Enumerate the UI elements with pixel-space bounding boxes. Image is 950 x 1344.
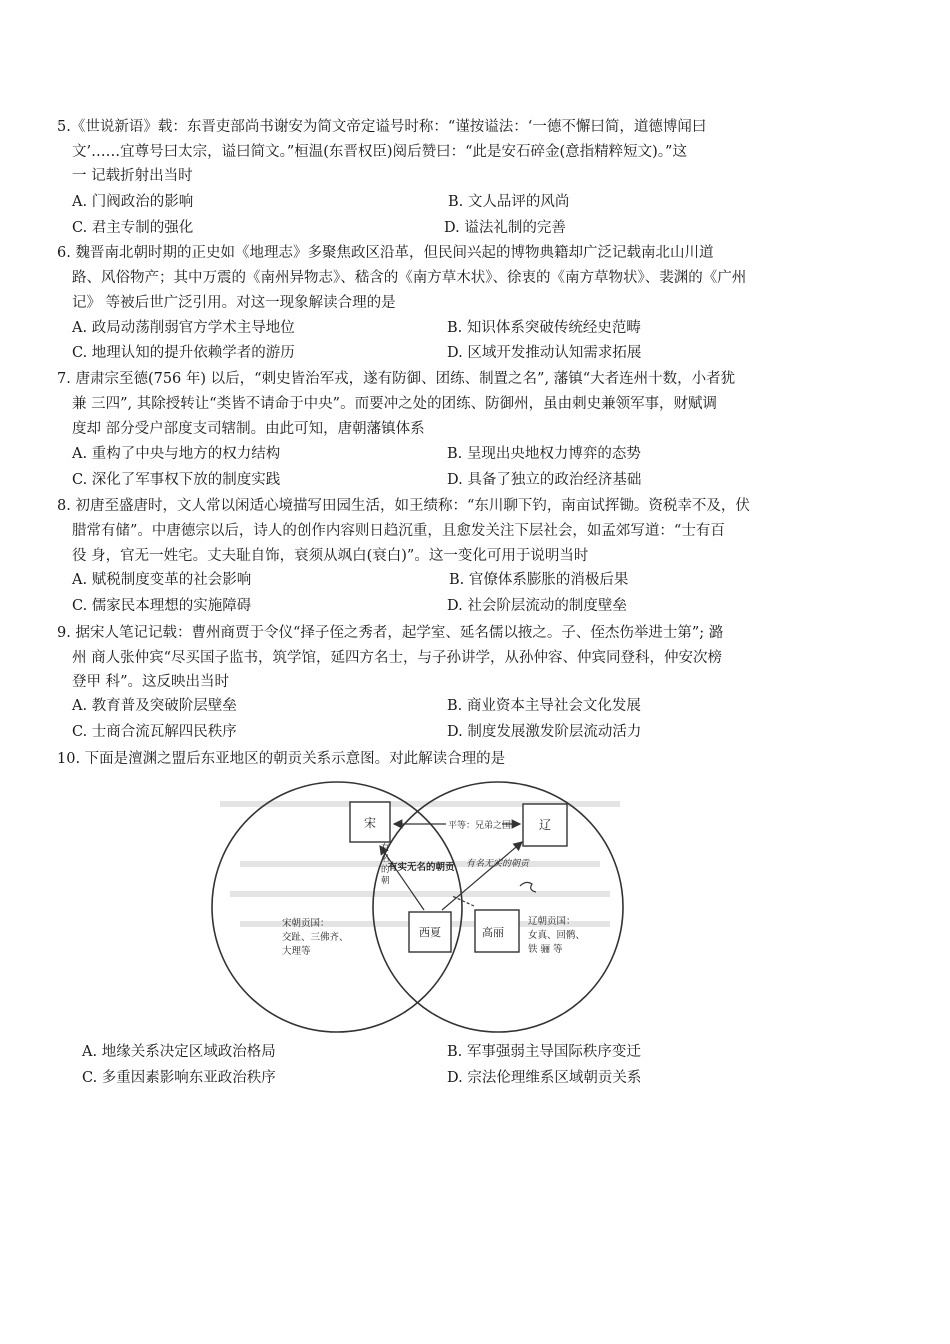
q9-stem-line-1: 9. 据宋人笔记记载：曹州商贾于令仪“择子侄之秀者，起学室、延名儒以掖之。子、侄杰伤举进士第”; 潞 [57,625,724,641]
q10-stem: 10. 下面是澶渊之盟后东亚地区的朝贡关系示意图。对此解读合理的是 [57,751,506,767]
q8-option-d: D. 社会阶层流动的制度壁垒 [447,598,627,614]
liao-sphere-circle [373,782,623,1032]
q5-option-a: A. 门阀政治的影响 [72,194,194,210]
real-tribute-label: 有实无名的朝贡 [388,862,455,873]
q5-option-c: C. 君主专制的强化 [72,220,194,236]
q9-option-b: B. 商业资本主导社会文化发展 [447,698,641,714]
song-label: 宋 [363,816,377,830]
q5-stem-line-1: 5.《世说新语》载：东晋吏部尚书谢安为简文帝定谥号时称：“谨按谥法：‘一德不懈曰简，道德博闻曰 [57,119,707,135]
goryeo-label: 高丽 [482,926,504,939]
q10-option-c: C. 多重因素影响东亚政治秩序 [82,1070,276,1086]
equal-relation-label: 平等：兄弟之国 [448,821,512,831]
q8-option-c: C. 儒家民本理想的实施障碍 [72,598,252,614]
q7-option-d: D. 具备了独立的政治经济基础 [447,472,642,488]
q6-option-c: C. 地理认知的提升依赖学者的游历 [72,345,295,361]
q10-option-d: D. 宗法伦理维系区域朝贡关系 [447,1070,642,1086]
tribute-relations-diagram [210,772,630,1034]
svg-text:铁 骊 等: 铁 骊 等 [528,944,563,955]
svg-text:名: 名 [381,854,390,864]
xixia-to-liao-arrow [442,842,522,910]
q10-option-a: A. 地缘关系决定区域政治格局 [82,1044,276,1060]
q5-option-b: B. 文人品评的风尚 [448,194,570,210]
q5-option-d: D. 谥法礼制的完善 [444,220,566,236]
q8-option-b: B. 官僚体系膨胀的消极后果 [449,572,629,588]
q6-stem-line-2: 路、风俗物产；其中万震的《南州异物志》、嵇含的《南方草木状》、徐衷的《南方草物状》、裴渊的《广州 [72,270,747,286]
q6-stem-line-1: 6. 魏晋南北朝时期的正史如《地理志》多聚焦政区沿革，但民间兴起的博物典籍却广泛记载南北山川道 [57,245,714,261]
goryeo-nominal-mark [520,882,536,892]
svg-text:宋朝贡国：: 宋朝贡国： [282,918,330,929]
q8-stem-line-2: 腊常有储”。中唐德宗以后，诗人的创作内容则日趋沉重，且愈发关注下层社会，如孟郊写道：“士有百 [72,523,725,539]
svg-text:朝: 朝 [381,876,390,886]
q8-stem-line-3: 役 身，官无一姓宅。丈夫耻自饰，衰须从飒白(衰白)”。这一变化可用于说明当时 [72,548,589,564]
q7-option-c: C. 深化了军事权下放的制度实践 [72,472,281,488]
q9-option-c: C. 士商合流瓦解四民秩序 [72,724,237,740]
q6-option-d: D. 区域开发推动认知需求拓展 [447,345,642,361]
q6-stem-line-3: 记》 等被后世广泛引用。对这一现象解读合理的是 [72,295,396,311]
q7-stem-line-2: 兼 三四”, 其除授转让“类皆不请命于中央”。而要冲之处的团练、防御州，虽由刺史兼领军事，财赋调 [72,396,718,412]
svg-text:有: 有 [381,843,390,853]
liao-label: 辽 [538,818,552,832]
q9-stem-line-2: 州 商人张仲宾“尽买国子监书，筑学馆，延四方名士，与子孙讲学，从孙仲容、仲宾同登科，仲安次榜 [72,650,723,666]
q7-stem-line-1: 7. 唐肃宗至德(756 年) 以后，“刺史皆治军戎，遂有防御、团练、制置之名”, 藩镇“大者连州十数，小者犹 [57,371,736,387]
nominal-tribute-label: 有名无实的朝贡 [466,859,530,869]
q9-option-a: A. 教育普及突破阶层壁垒 [72,698,237,714]
q10-option-b: B. 军事强弱主导国际秩序变迁 [447,1044,641,1060]
q7-option-a: A. 重构了中央与地方的权力结构 [72,446,281,462]
svg-text:女真、回鹘、: 女真、回鹘、 [528,930,586,941]
q6-option-a: A. 政局动荡削弱官方学术主导地位 [72,320,295,336]
xixia-label: 西夏 [419,926,441,939]
goryeo-to-xixia-line [452,896,474,906]
q7-stem-line-3: 度却 部分受户部度支司辖制。由此可知，唐朝藩镇体系 [72,421,425,437]
q6-option-b: B. 知识体系突破传统经史范畴 [447,320,641,336]
song-sphere-circle [212,782,462,1032]
svg-text:大理等: 大理等 [282,946,311,957]
svg-text:辽朝贡国：: 辽朝贡国： [528,916,576,927]
q5-stem-line-2: 文’……宜尊号曰太宗，谥曰简文。”桓温(东晋权臣)阅后赞曰：“此是安石碎金(意指精粹短文)。”这 [72,144,687,160]
q9-option-d: D. 制度发展激发阶层流动活力 [447,724,642,740]
svg-text:交趾、三佛齐、: 交趾、三佛齐、 [282,932,349,943]
q8-option-a: A. 赋税制度变革的社会影响 [72,572,252,588]
q7-option-b: B. 呈现出央地权力博弈的态势 [447,446,641,462]
svg-text:的: 的 [381,865,390,875]
q9-stem-line-3: 登甲 科”。这反映出当时 [72,674,230,690]
q5-stem-line-3: 一 记载折射出当时 [72,168,193,184]
q8-stem-line-1: 8. 初唐至盛唐时，文人常以闲适心境描写田园生活，如王绩称：“东川聊下钓，南亩试挥锄。资税幸不及，伏 [57,498,750,514]
